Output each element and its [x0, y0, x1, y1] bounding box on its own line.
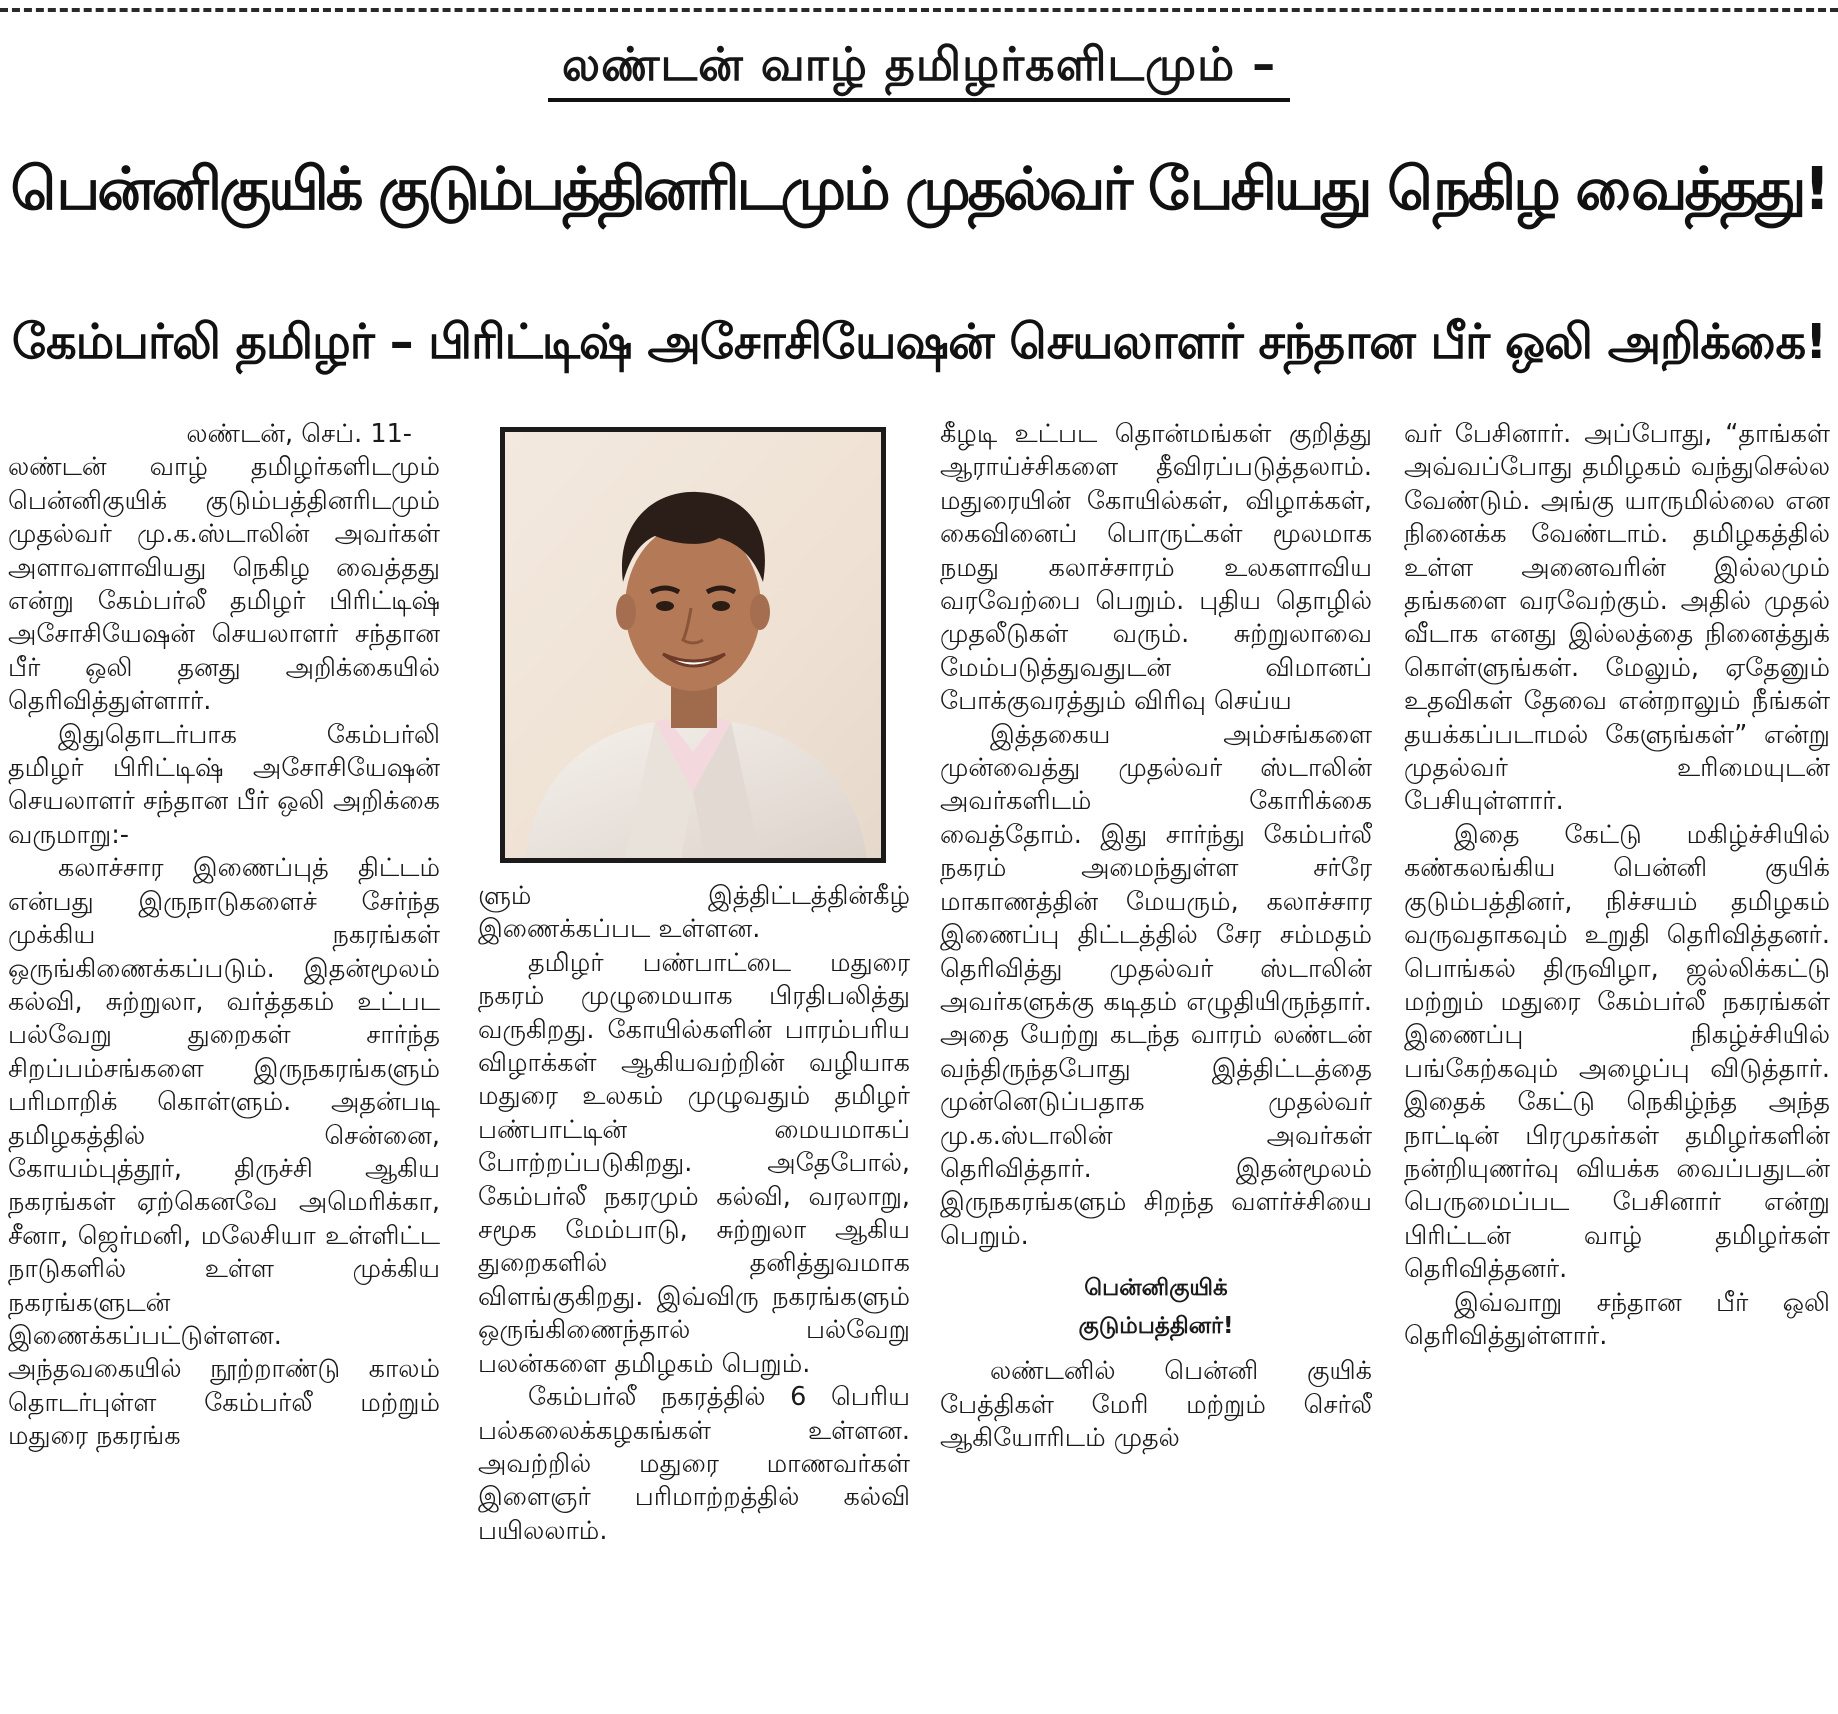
paragraph: இவ்வாறு சந்தான பீர் ஒலி தெரிவித்துள்ளார்.: [1404, 1287, 1830, 1351]
paragraph: ளும் இத்திட்டத்தின்கீழ் இணைக்கப்பட உள்ளன.: [478, 881, 910, 945]
paragraph: வர் பேசினார். அப்போது, “தாங்கள் அவ்வப்போது தமிழகம் வந்துசெல்ல வேண்டும். அங்கு யாருமில்லை என நினைக்க வேண்டாம். தமிழகத்தில் உள்ள அனைவரின் இல்லமும் தங்களை வரவேற்கும். அதில் முதல் வீடாக எனது இல்லத்தை நினைத்துக் கொள்ளுங்கள். மேலும், ஏதேனும் உதவிகள் தேவை என்றாலும் நீங்கள் தயக்கப்படாமல் கேளுங்கள்” என்று முதல்வர் உரிமையுடன் பேசியுள்ளார்.: [1404, 419, 1830, 817]
paragraph: இதை கேட்டு மகிழ்ச்சியில் கண்கலங்கிய பென்னி குயிக் குடும்பத்தினர், நிச்சயம் தமிழகம் வருவதாகவும் உறுதி தெரிவித்தனர். பொங்கல் திருவிழா, ஜல்லிக்கட்டு மற்றும் மதுரை கேம்பர்லீ நகரங்கள் இணைப்பு நிகழ்ச்சியில் பங்கேற்கவும் அழைப்பு விடுத்தார். இதைக் கேட்டு நெகிழ்ந்த அந்த நாட்டின் பிரமுகர்கள் தமிழர்களின் நன்றியுணர்வு வியக்க வைப்பதுடன் பெருமைப்பட பேசினார் என்று பிரிட்டன் வாழ் தமிழர்கள் தெரிவித்தனர்.: [1404, 819, 1830, 1285]
paragraph: கலாச்சார இணைப்புத் திட்டம் என்பது இருநாடுகளைச் சேர்ந்த முக்கிய நகரங்கள் ஒருங்கிணைக்கப்படும். இதன்மூலம் கல்வி, சுற்றுலா, வர்த்தகம் உட்பட பல்வேறு துறைகள் சார்ந்த சிறப்பம்சங்களை இருநகரங்களும் பரிமாறிக் கொள்ளும். அதன்படி தமிழகத்தில் சென்னை, கோயம்புத்தூர், திருச்சி ஆகிய நகரங்கள் ஏற்கெனவே அமெரிக்கா, சீனா, ஜெர்மனி, மலேசியா உள்ளிட்ட நாடுகளில் உள்ள முக்கிய நகரங்களுடன் இணைக்கப்பட்டுள்ளன. அந்தவகையில் நூற்றாண்டு காலம் தொடர்புள்ள கேம்பர்லீ மற்றும் மதுரை நகரங்க: [8, 853, 440, 1452]
dashed-cut-line: [0, 8, 1838, 12]
article-column-4: [1404, 418, 1830, 1702]
dateline: லண்டன், செப். 11-: [186, 419, 412, 449]
paragraph: இத்தகைய அம்சங்களை முன்வைத்து முதல்வர் ஸ்டாலின் அவர்களிடம் கோரிக்கை வைத்தோம். இது சார்ந்து கேம்பர்லீ நகரம் அமைந்துள்ள சர்ரே மாகாணத்தின் மேயரும், கலாச்சார இணைப்பு திட்டத்தில் சேர சம்மதம் தெரிவித்து முதல்வர் ஸ்டாலின் அவர்களுக்கு கடிதம் எழுதியிருந்தார். அதை யேற்று கடந்த வாரம் லண்டன் வந்திருந்தபோது இத்திட்டத்தை முன்னெடுப்பதாக முதல்வர் மு.க.ஸ்டாலின் அவர்கள் தெரிவித்தார். இதன்மூலம் இருநகரங்களும் சிறந்த வளர்ச்சியை பெறும்.: [940, 719, 1372, 1251]
portrait-photo: [500, 427, 886, 863]
headline: பென்னிகுயிக் குடும்பத்தினரிடமும் முதல்வர் பேசியது நெகிழ வைத்தது!: [10, 154, 1828, 223]
article-column-3: [940, 418, 1372, 1702]
portrait-illustration: [505, 432, 881, 858]
kicker: [0, 34, 1838, 102]
paragraph: கீழடி உட்பட தொன்மங்கள் குறித்து ஆராய்ச்சிகளை தீவிரப்படுத்தலாம். மதுரையின் கோயில்கள், விழாக்கள், கைவினைப் பொருட்கள் மூலமாக நமது கலாச்சாரம் உலகளாவிய வரவேற்பை பெறும். புதிய தொழில் முதலீடுகள் வரும். சுற்றுலாவை மேம்படுத்துவதுடன் விமானப் போக்குவரத்தும் விரிவு செய்ய: [940, 419, 1372, 717]
paragraph: லண்டன் வாழ் தமிழர்களிடமும் பென்னிகுயிக் குடும்பத்தினரிடமும் முதல்வர் மு.க.ஸ்டாலின் அவர்கள் அளாவளாவியது நெகிழ வைத்தது என்று கேம்பர்லீ தமிழர் பிரிட்டிஷ் அசோசியேஷன் செயலாளர் சந்தான பீர் ஒலி தனது அறிக்கையில் தெரிவித்துள்ளார்.: [8, 452, 440, 717]
paragraph: இதுதொடர்பாக கேம்பர்லி தமிழர் பிரிட்டிஷ் அசோசியேஷன் செயலாளர் சந்தான பீர் ஒலி அறிக்கை வருமாறு:-: [8, 719, 440, 850]
article-column-2: [478, 880, 910, 1702]
crosshead: பென்னிகுயிக் குடும்பத்தினர்!: [1078, 1275, 1234, 1340]
kicker-text: லண்டன் வாழ் தமிழர்களிடமும் –: [548, 34, 1290, 102]
paragraph: லண்டனில் பென்னி குயிக் பேத்திகள் மேரி மற்றும் செர்லீ ஆகியோரிடம் முதல்: [940, 1356, 1372, 1453]
subheadline: கேம்பர்லி தமிழர் – பிரிட்டிஷ் அசோசியேஷன் செயலாளர் சந்தான பீர் ஒலி அறிக்கை!: [11, 314, 1827, 370]
paragraph: தமிழர் பண்பாட்டை மதுரை நகரம் முழுமையாக பிரதிபலித்து வருகிறது. கோயில்களின் பாரம்பரிய விழாக்கள் ஆகியவற்றின் வழியாக மதுரை உலகம் முழுவதும் தமிழர் பண்பாட்டின் மையமாகப் போற்றப்படுகிறது. அதேபோல், கேம்பர்லீ நகரமும் கல்வி, வரலாறு, சமூக மேம்பாடு, சுற்றுலா ஆகிய துறைகளில் தனித்துவமாக விளங்குகிறது. இவ்விரு நகரங்களும் ஒருங்கிணைந்தால் பல்வேறு பலன்களை தமிழகம் பெறும்.: [478, 947, 910, 1379]
article-column-1: [8, 418, 440, 1702]
paragraph: கேம்பர்லீ நகரத்தில் 6 பெரிய பல்கலைக்கழகங்கள் உள்ளன. அவற்றில் மதுரை மாணவர்கள் இளைஞர் பரிமாற்றத்தில் கல்வி பயிலலாம்.: [478, 1382, 910, 1546]
